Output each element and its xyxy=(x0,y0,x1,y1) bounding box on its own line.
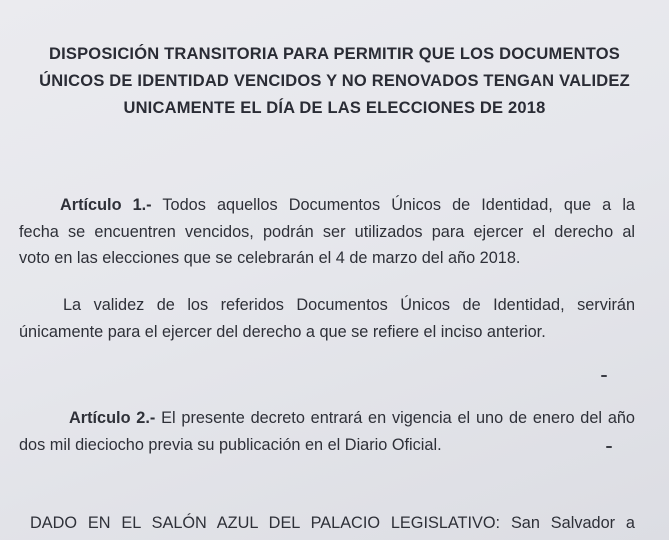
article-2-line-2: dos mil dieciocho previa su publicación en el Diario Oficial. xyxy=(19,435,442,454)
article-1-label: Artículo 1.- xyxy=(60,196,152,214)
article-1-line-1 xyxy=(19,192,635,219)
article-1-second-paragraph xyxy=(19,292,635,345)
article-2-line-1 xyxy=(19,405,635,432)
ink-speck xyxy=(601,375,607,377)
article-2-text-1: El presente decreto entrará en vigencia el uno de enero del año xyxy=(161,409,635,427)
article-2-label: Artículo 2.- xyxy=(69,409,156,427)
article-1-p2-line-1: La validez de los referidos Documentos Únicos de Identidad, servirán xyxy=(63,296,635,314)
closing-paragraph xyxy=(19,510,635,537)
title-line-2: ÚNICOS DE IDENTIDAD VENCIDOS Y NO RENOVADOS TENGAN VALIDEZ xyxy=(39,72,630,90)
article-1-text-1: Todos aquellos Documentos Únicos de Identidad, que a la xyxy=(162,196,635,214)
closing-line-1: DADO EN EL SALÓN AZUL DEL PALACIO LEGISLATIVO: San Salvador a xyxy=(30,514,635,532)
title-line-3: UNICAMENTE EL DÍA DE LAS ELECCIONES DE 2018 xyxy=(123,99,546,117)
document-title xyxy=(0,41,669,122)
article-1-line-3: voto en las elecciones que se celebrarán el 4 de marzo del año 2018. xyxy=(19,249,521,267)
article-2-paragraph xyxy=(19,405,635,458)
article-1-p2-line-2: únicamente para el ejercer del derecho a que se refiere el inciso anterior. xyxy=(19,322,546,341)
article-1-line-2: fecha se encuentren vencidos, podrán ser utilizados para ejercer el derecho al xyxy=(19,222,635,241)
ink-speck xyxy=(606,446,612,448)
title-line-1: DISPOSICIÓN TRANSITORIA PARA PERMITIR QUE LOS DOCUMENTOS xyxy=(48,45,620,63)
article-1-paragraph xyxy=(19,192,635,272)
